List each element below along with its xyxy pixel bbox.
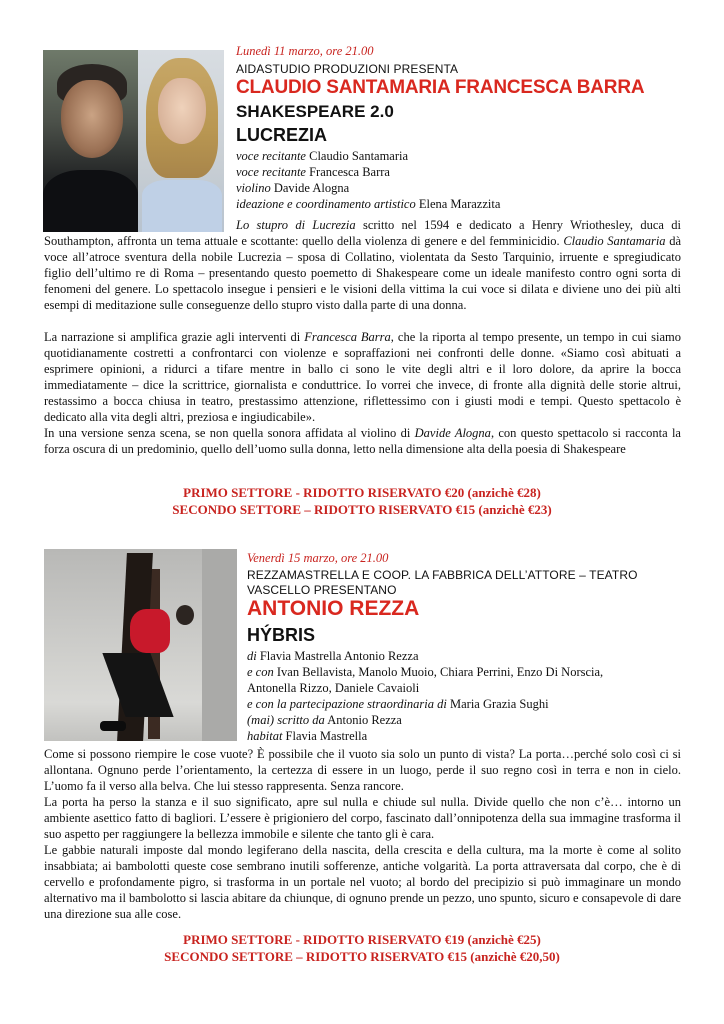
event2-paragraph-2: La porta ha perso la stanza e il suo significato, apre sul nulla e chiude sul nulla. Divide quello che non c’è… intorno un ambiente asettico fatto di bagliori. L’essere è prigioniero del corpo, fascinato dall’onnipotenza della sua immagine trasforma il suo aspetto per raggiungere la bellezza immobile e silente che tanto gli è cara. bbox=[44, 795, 681, 841]
event2-paragraph-1: Come si possono riempire le cose vuote? È possibile che il vuoto sia solo un punto di vista? La porta…perché solo così ci si allontana. Ognuno perde l’orientamento, la certezza di essere in un luogo, perde il suo regno così in terra e non in cielo. L’uomo fa il verso alla belva. Che lui stesso rappresenta. Senza rancore. bbox=[44, 747, 681, 793]
event2-producer-line-2: VASCELLO PRESENTANO bbox=[247, 583, 397, 597]
credit-row: habitat Flavia Mastrella bbox=[247, 729, 368, 743]
event1-show-title: SHAKESPEARE 2.0 bbox=[236, 102, 394, 121]
credit-row: violino Davide Alogna bbox=[236, 181, 350, 195]
photo-santamaria-barra bbox=[43, 50, 224, 232]
credit-row: di Flavia Mastrella Antonio Rezza bbox=[247, 649, 419, 663]
credit-row: voce recitante Francesca Barra bbox=[236, 165, 390, 179]
event1-paragraph-3: In una versione senza scena, se non quella sonora affidata al violino di Davide Alogna, con questo spettacolo si racconta la forza oscura di un predominio, quello dell’uomo sulla donna, letto nella dimensione alta della poesia di Shakespeare bbox=[44, 426, 681, 456]
event1-producer: AIDASTUDIO PRODUZIONI PRESENTA bbox=[236, 62, 459, 76]
event2-price-first-sector: PRIMO SETTORE - RIDOTTO RISERVATO €19 (anzichè €25) bbox=[183, 932, 541, 947]
credit-row: voce recitante Claudio Santamaria bbox=[236, 149, 409, 163]
event1-paragraph-2: La narrazione si amplifica grazie agli interventi di Francesca Barra, che la riporta al tempo presente, un tempo in cui siamo quotidianamente costretti a confrontarci con violenze e sopraffazioni nei confronti delle donne. «Siamo così abituati a esprimere opinioni, a ridurci a tifare mentre in ballo ci sono le vite degli altri e il loro dolore, da aprire la bocca immediatamente – dice la scrittrice, giornalista e conduttrice. Io vorrei che invece, di fronte alla dignità delle storie altrui, restassimo a bocca chiusa in teatro, prestassimo attenzione, riflettessimo con i giusti modi e tempi. Questo spettacolo è dedicato alla vita degli altri, preziosa e ingiudicabile». bbox=[44, 330, 681, 424]
event2-date: Venerdì 15 marzo, ore 21.00 bbox=[247, 551, 389, 565]
event1-prices bbox=[0, 484, 724, 518]
photo-hybris-performance bbox=[44, 549, 237, 741]
event2-producer-line-1: REZZAMASTRELLA E COOP. LA FABBRICA DELL’ATTORE – TEATRO bbox=[247, 568, 638, 582]
credit-row: Antonella Rizzo, Daniele Cavaioli bbox=[247, 681, 420, 695]
event2-price-second-sector: SECONDO SETTORE – RIDOTTO RISERVATO €15 (anzichè €20,50) bbox=[164, 949, 560, 964]
event1-description bbox=[44, 217, 681, 313]
portrait-francesca-barra bbox=[138, 50, 224, 232]
event1-date: Lunedì 11 marzo, ore 21.00 bbox=[236, 44, 374, 58]
event1-paragraph-1: Lo stupro di Lucrezia scritto nel 1594 e dedicato a Henry Wriothesley, duca di Southampton, affronta un tema attuale e scottante: quello della violenza di genere e del femminicidio. Claudio Santamaria dà voce all’atroce sventura della nobile Lucrezia – sposa di Collatino, violentata da Sesto Tarquinio, irruente e spregiudicato figlio dell’ultimo re di Roma – presentando questo poemetto di Shakespeare come un ideale manifesto contro ogni sorta di fenomeni del genere. Lo spettacolo insegue i pensieri e le visioni della vittima la cui voce si dilata e diviene uno dei più alti esempi di meditazione sulle conseguenze dello stupro visto dalla parte di una donna. bbox=[44, 218, 682, 312]
event2-description bbox=[44, 746, 681, 922]
credit-row: ideazione e coordinamento artistico Elena Marazzita bbox=[236, 197, 501, 211]
event2-show-title: HÝBRIS bbox=[247, 625, 316, 645]
event1-credits bbox=[236, 148, 500, 212]
portrait-claudio-santamaria bbox=[43, 50, 138, 232]
event1-artist: CLAUDIO SANTAMARIA FRANCESCA BARRA bbox=[236, 77, 645, 98]
credit-row: (mai) scritto da Antonio Rezza bbox=[247, 713, 402, 727]
event1-price-second-sector: SECONDO SETTORE – RIDOTTO RISERVATO €15 (anzichè €23) bbox=[172, 502, 552, 517]
event2-paragraph-3: Le gabbie naturali imposte dal mondo legiferano della nascita, della crescita e della cultura, ma la morte è come al solito insabbiata; ai bambolotti queste cose sembrano inutili sofferenze, antiche volgarità. La porta attraversata dal corpo, che è di cervello e profondamente pigro, si trasforma in un portale nel vuoto; al bordo del precipizio si può immaginare un mondo alternativo ma il bambolotto si lascia abitare da chiunque, di ognuno prende un pezzo, uno spunto, sicuro e consapevole di dare una direzione sua alle cose. bbox=[44, 843, 681, 921]
event2-artist: ANTONIO REZZA bbox=[247, 597, 420, 620]
event1-show-subtitle: LUCREZIA bbox=[236, 125, 327, 145]
credit-row: e con Ivan Bellavista, Manolo Muoio, Chiara Perrini, Enzo Di Norscia, bbox=[247, 665, 604, 679]
credit-row: e con la partecipazione straordinaria di Maria Grazia Sughi bbox=[247, 697, 549, 711]
event2-prices bbox=[0, 931, 724, 965]
event1-description-2 bbox=[44, 329, 681, 457]
event1-price-first-sector: PRIMO SETTORE - RIDOTTO RISERVATO €20 (anzichè €28) bbox=[183, 485, 541, 500]
event2-credits bbox=[247, 648, 603, 744]
